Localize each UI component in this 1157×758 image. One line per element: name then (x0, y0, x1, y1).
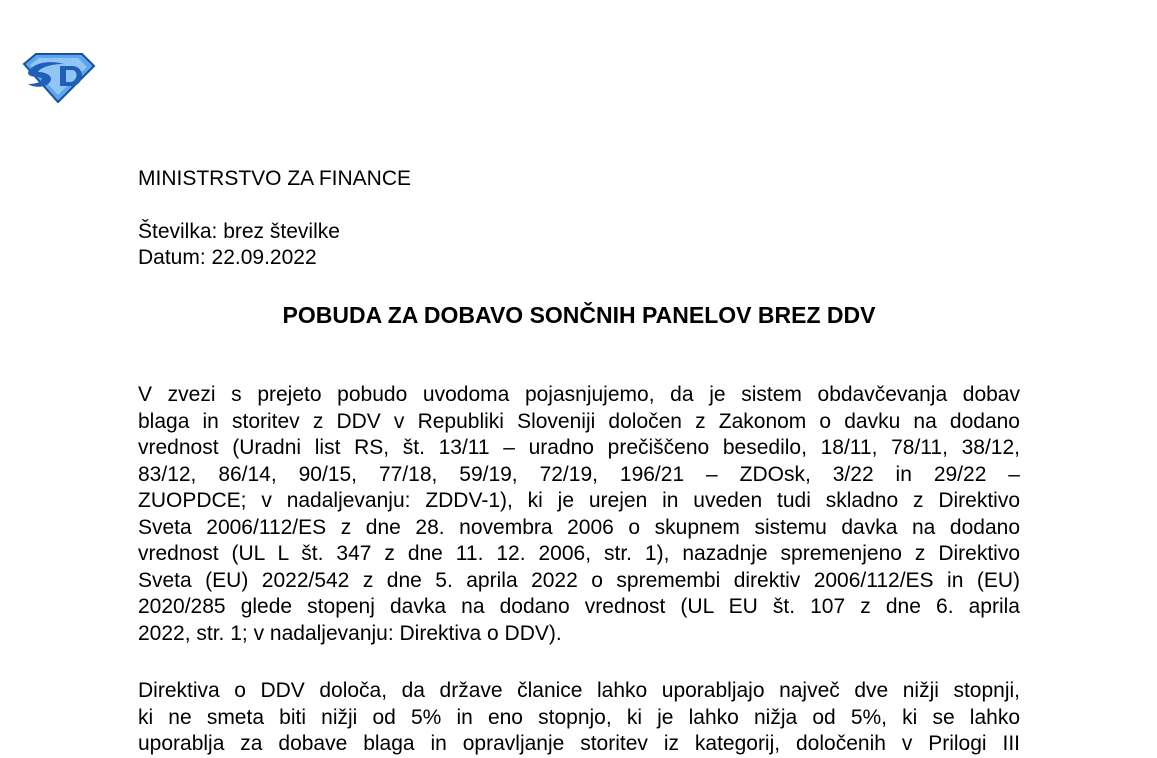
paragraph-line: vrednost (Uradni list RS, št. 13/11 – uradno prečiščeno besedilo, 18/11, 78/11, 38/12, (138, 436, 1020, 459)
paragraph-line: V zvezi s prejeto pobudo uvodoma pojasnjujemo, da je sistem obdavčevanja dobav (138, 383, 1020, 406)
paragraph-2 (138, 678, 1020, 758)
paragraph-line: 2022, str. 1; v nadaljevanju: Direktiva o DDV). (138, 621, 562, 645)
paragraph-1 (138, 382, 1020, 647)
document-date: Datum: 22.09.2022 (138, 246, 317, 269)
document-number: Številka: brez številke (138, 220, 340, 243)
document-title: POBUDA ZA DOBAVO SONČNIH PANELOV BREZ DDV (282, 302, 876, 328)
paragraph-line: ZUOPDCE; v nadaljevanju: ZDDV-1), ki je urejen in uveden tudi skladno z Direktivo (138, 489, 1020, 512)
paragraph-line: Sveta 2006/112/ES z dne 28. novembra 2006 o skupnem sistemu davka na dodano (138, 515, 1020, 539)
paragraph-line: Sveta (EU) 2022/542 z dne 5. aprila 2022 o spremembi direktiv 2006/112/ES in (EU) (138, 568, 1020, 592)
paragraph-line: ki ne smeta biti nižji od 5% in eno stopnjo, ki je lahko nižja od 5%, ki se lahko (138, 705, 1020, 729)
paragraph-line: Direktiva o DDV določa, da države članice lahko uporabljajo največ dve nižji stopnji, (138, 679, 1020, 702)
paragraph-line: vrednost (UL L št. 347 z dne 11. 12. 2006, str. 1), nazadnje spremenjeno z Direktivo (138, 542, 1020, 565)
ministry-name: MINISTRSTVO ZA FINANCE (138, 167, 412, 190)
paragraph-line: blaga in storitev z DDV v Republiki Sloveniji določen z Zakonom o davku na dodano (138, 409, 1020, 433)
paragraph-line: 83/12, 86/14, 90/15, 77/18, 59/19, 72/19, 196/21 – ZDOsk, 3/22 in 29/22 – (138, 462, 1020, 486)
paragraph-line: 2020/285 glede stopenj davka na dodano vrednost (UL EU št. 107 z dne 6. aprila (138, 595, 1020, 618)
ministry-logo (20, 50, 96, 104)
paragraph-line: uporablja za dobave blaga in opravljanje storitev iz kategorij, določenih v Prilogi III (138, 732, 1020, 755)
